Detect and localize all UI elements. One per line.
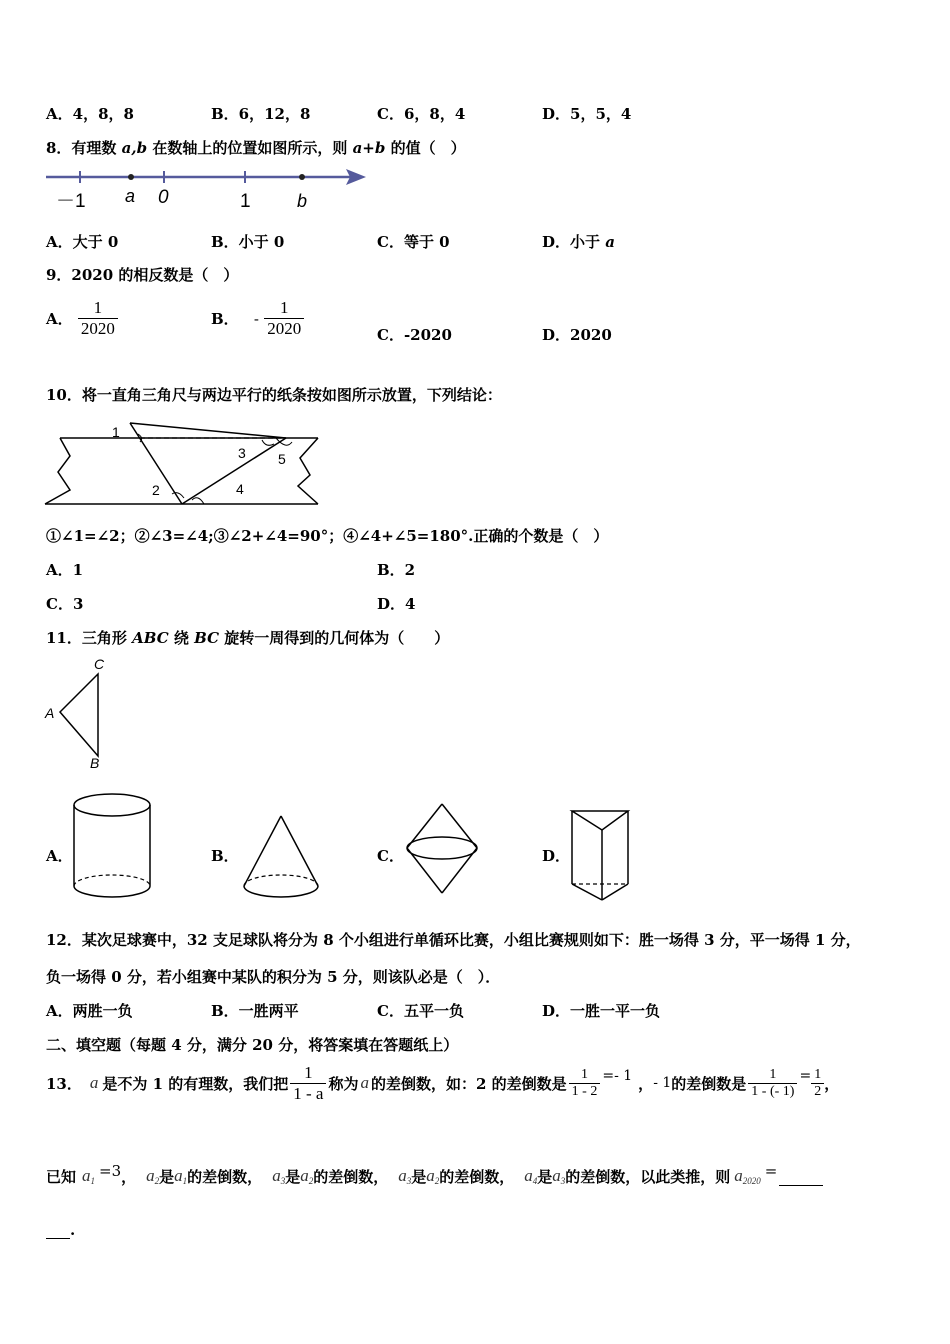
q8-option-d: D．小于 a — [542, 233, 615, 251]
vertex-b: B — [90, 755, 100, 771]
double-cone-figure — [400, 800, 486, 898]
q12-option-b: B．一胜两平 — [211, 1002, 299, 1020]
q7-option-d: D．5，5，4 — [542, 105, 632, 123]
q12-option-d: D．一胜一平一负 — [542, 1002, 661, 1020]
triangle-strip-figure — [40, 420, 330, 512]
q10-stem: 10．将一直角三角尺与两边平行的纸条按如图所示放置，下列结论： — [46, 386, 502, 404]
axis-label-zero: 0 — [158, 187, 169, 208]
angle-label-5: 5 — [278, 451, 286, 467]
answer-blank-continued[interactable] — [46, 1220, 70, 1239]
q12-stem-line2: 负一场得 0 分，若小组赛中某队的积分为 5 分，则该队必是（ ）． — [46, 968, 501, 986]
q7-option-c: C．6，8，4 — [377, 105, 466, 123]
q12-option-a: A．两胜一负 — [46, 1002, 133, 1020]
section-heading-fill-in: 二、填空题（每题 4 分，满分 20 分，将答案填在答题纸上） — [46, 1036, 459, 1054]
q13-line1: 13． a 是不为 1 的有理数，我们把 $\frac{1}{1 - a}$ 称为 a 的差倒数，如：2 的差倒数是 $\frac{1}{1 - 2}$ =- 1 ， - 1 的差倒数是 $\frac{1}{1 - (- 1)}$ = $\frac{1}{2}$ ， — [46, 1062, 840, 1103]
q8-option-a: A．大于 0 — [46, 233, 119, 251]
angle-label-1: 1 — [112, 424, 120, 440]
vertex-a: A — [45, 705, 55, 721]
q13-blank-continuation: . — [46, 1220, 75, 1239]
q9-stem: 9．2020 的相反数是（ ） — [46, 266, 239, 284]
q10-option-a: A．1 — [46, 561, 84, 579]
q11-option-c: C． — [377, 847, 404, 865]
vertex-c: C — [94, 656, 105, 672]
q7-option-b: B．6，12，8 — [211, 105, 311, 123]
cone-figure — [238, 810, 324, 904]
q10-conclusions: ①∠1=∠2；②∠3=∠4;③∠2+∠4=90°；④∠4+∠5=180°.正确的个数是（ ） — [46, 527, 609, 545]
q10-option-c: C．3 — [46, 595, 84, 613]
axis-label-b: b — [297, 191, 308, 211]
q10-option-d: D．4 — [377, 595, 416, 613]
q8-option-c: C．等于 0 — [377, 233, 450, 251]
angle-label-4: 4 — [236, 481, 244, 497]
q10-option-b: B．2 — [377, 561, 416, 579]
q9-option-c: C．-2020 — [377, 326, 452, 344]
q12-stem-line1: 12．某次足球赛中，32 支足球队将分为 8 个小组进行单循环比赛，小组比赛规则如下：胜一场得 3 分，平一场得 1 分， — [46, 931, 861, 949]
q7-option-a: A．4，8，8 — [46, 105, 134, 123]
axis-label-minus-one: －1 — [56, 191, 86, 212]
q11-option-d: D． — [542, 847, 571, 865]
answer-blank[interactable] — [779, 1167, 823, 1186]
axis-label-a: a — [125, 186, 136, 206]
prism-figure — [566, 806, 636, 902]
q9-option-a: A． $\frac{1}{2020}$ — [46, 298, 118, 339]
triangle-abc-figure — [40, 654, 120, 772]
q11-option-b: B． — [211, 847, 239, 865]
q8-option-b: B．小于 0 — [211, 233, 285, 251]
q12-option-c: C．五平一负 — [377, 1002, 464, 1020]
axis-label-one: 1 — [240, 191, 251, 212]
q9-option-d: D．2020 — [542, 326, 612, 344]
q11-option-a: A． — [46, 847, 73, 865]
angle-label-2: 2 — [152, 482, 160, 498]
cylinder-figure — [70, 790, 156, 902]
q8-stem: 8．有理数 a,b 在数轴上的位置如图所示，则 a+b 的值（ ） — [46, 139, 466, 157]
q13-line2: 已知 $a_1$ =3 ， $a_2$ 是 $a_1$ 的差倒数， $a_3$ 是 $a_2$ 的差倒数， $a_3$ 是 $a_2$ 的差倒数， $a_4$ 是 $a_3$ 的差倒数，以此类推，则 $a_{2020}$ = — [46, 1158, 823, 1194]
angle-label-3: 3 — [238, 445, 246, 461]
q11-stem: 11．三角形 ABC 绕 BC 旋转一周得到的几何体为（ ） — [46, 629, 450, 647]
q9-option-b: B． - $\frac{1}{2020}$ — [211, 298, 304, 339]
number-line-figure — [40, 162, 380, 214]
